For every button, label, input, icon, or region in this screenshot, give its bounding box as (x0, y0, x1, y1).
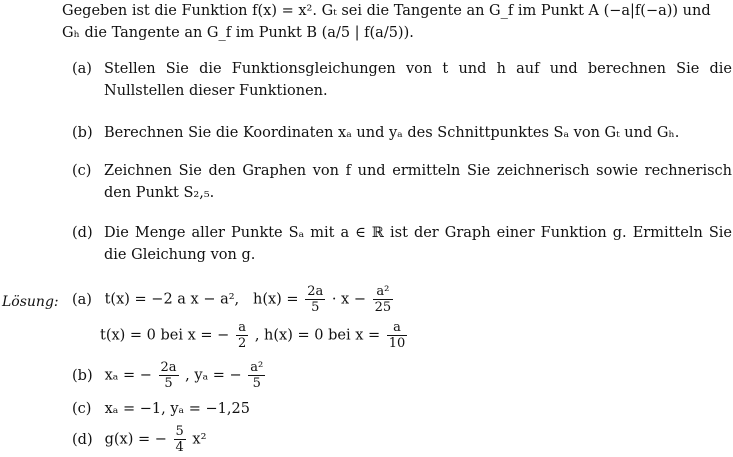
fraction: $\frac{2a}{5}$ (307, 284, 324, 315)
solution-a-h-pre: h(x) = (252, 291, 299, 308)
solution-a-t: t(x) = −2 a x − a², (104, 291, 240, 308)
task-b (72, 122, 732, 144)
task-a-label: (a) (72, 61, 92, 77)
solution-d (72, 424, 206, 455)
solution-a-line-1 (72, 284, 395, 315)
solution-d-post: x² (192, 431, 207, 448)
fraction: $\frac{2a}{5}$ (160, 360, 177, 391)
task-d-label: (d) (72, 225, 93, 241)
solution-d-label: (d) (72, 431, 93, 448)
solution-a-line-2 (100, 320, 409, 351)
solution-a-label: (a) (72, 291, 92, 308)
solution-b (72, 360, 267, 391)
solution-a-zero-h: , h(x) = 0 bei x = (254, 327, 381, 344)
fraction: $\frac{\text{a²}}{25}$ (374, 284, 392, 315)
task-b-label: (b) (72, 125, 93, 141)
solution-a-zero-t: t(x) = 0 bei x = − (100, 327, 230, 344)
fraction: $\frac{5}{4}$ (175, 424, 184, 455)
solution-b-label: (b) (72, 367, 93, 384)
task-d-text: Die Menge aller Punkte Sₐ mit a ∈ ℝ ist der Graph einer Funktion g. Ermitteln Sie die Gleichung von g. (104, 225, 732, 263)
task-a (72, 58, 732, 102)
solution-c-text: xₐ = −1, yₐ = −1,25 (104, 401, 250, 417)
solution-d-pre: g(x) = − (104, 431, 167, 448)
task-c (72, 160, 732, 204)
solution-c-label: (c) (72, 401, 92, 417)
task-a-text: Stellen Sie die Funktionsgleichungen von t und h auf und berechnen Sie die Nullstellen dieser Funktionen. (104, 61, 732, 99)
intro-line-1: Gegeben ist die Funktion f(x) = x². Gₜ sei die Tangente an G_f im Punkt A (−a|f(−a)) und (62, 3, 711, 19)
solution-b-pre: xₐ = − (104, 367, 152, 384)
intro-line-2: Gₕ die Tangente an G_f im Punkt B (a/5 | f(a/5)). (62, 25, 414, 41)
fraction: $\frac{a}{10}$ (388, 320, 406, 351)
task-c-label: (c) (72, 163, 92, 179)
fraction: $\frac{\text{a²}}{5}$ (250, 360, 264, 391)
solution-a-h-mid: · x − (331, 291, 366, 308)
solution-c (72, 399, 250, 419)
task-b-text: Berechnen Sie die Koordinaten xₐ und yₐ des Schnittpunktes Sₐ von Gₜ und Gₕ. (104, 125, 680, 141)
task-c-text: Zeichnen Sie den Graphen von f und ermitteln Sie zeichnerisch sowie rechnerisch den Punkt S₂,₅. (104, 163, 732, 201)
task-d (72, 222, 732, 266)
solution-b-mid: , yₐ = − (185, 367, 242, 384)
problem-intro (62, 0, 730, 44)
fraction: $\frac{a}{2}$ (237, 320, 247, 351)
solution-heading: Lösung: (2, 294, 59, 310)
